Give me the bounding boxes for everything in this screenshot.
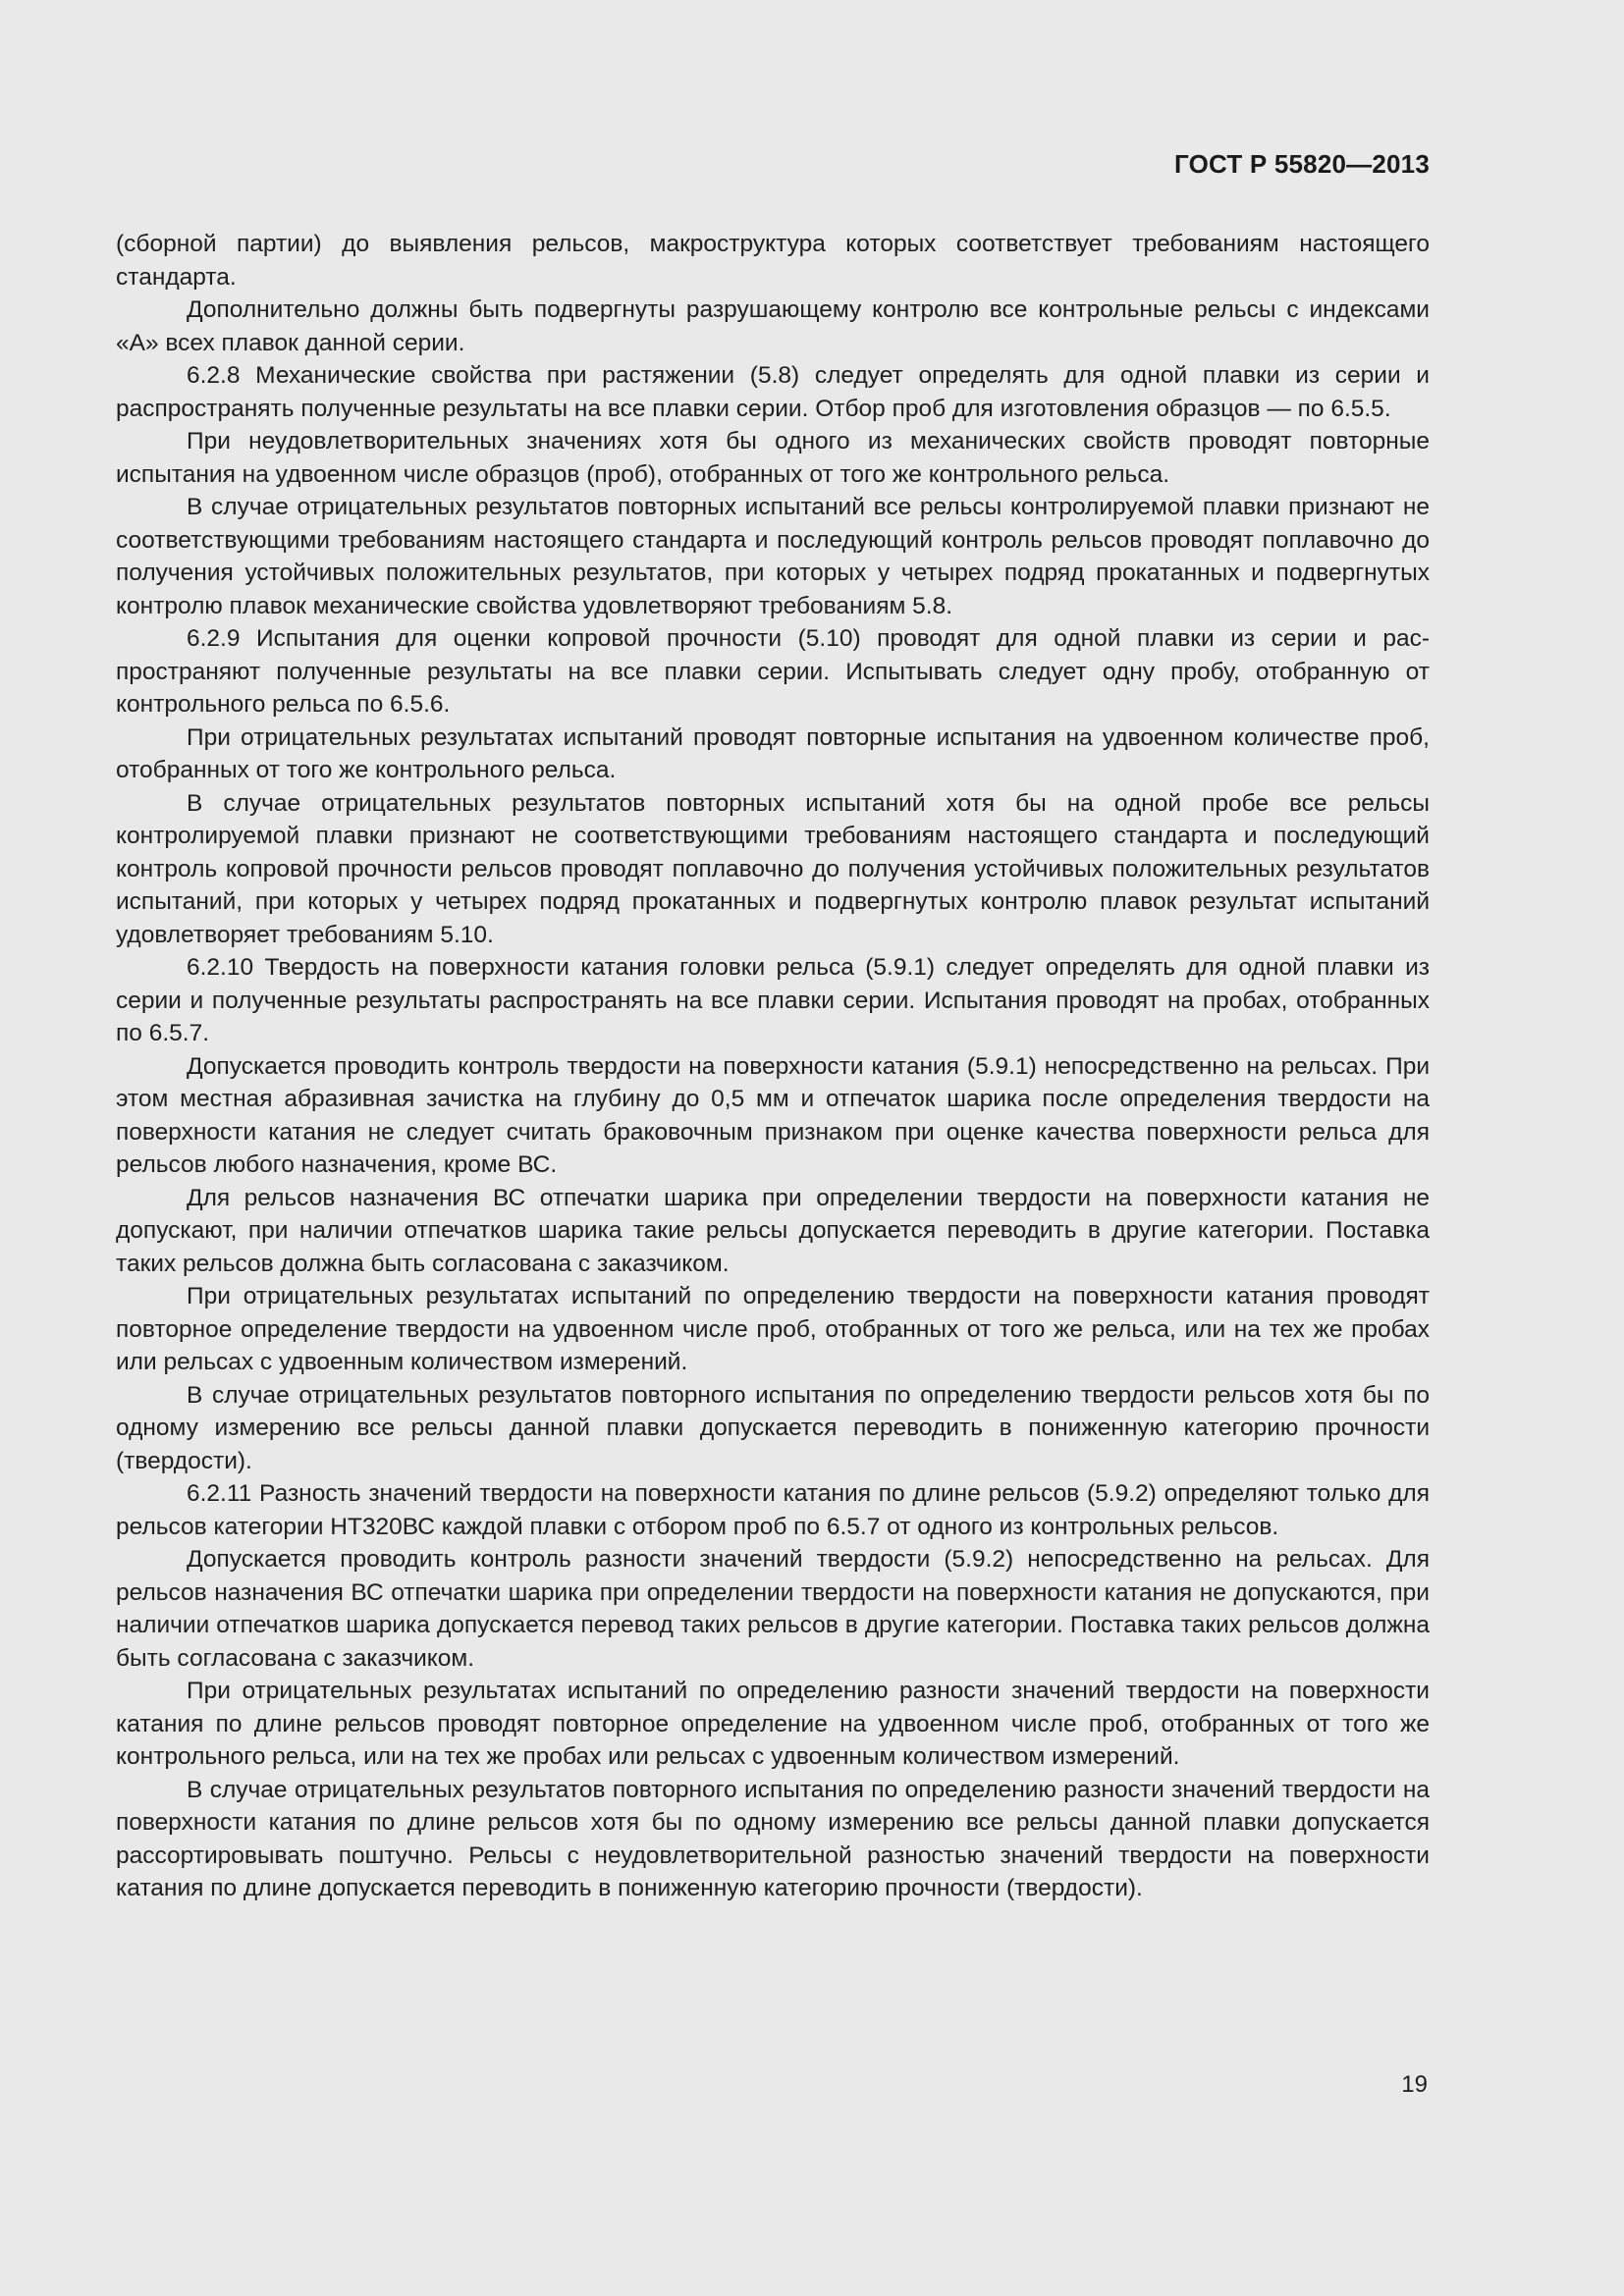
document-body (116, 228, 1430, 1905)
paragraph: При отрицательных результатах испытаний проводят повторные испытания на удвоенном количестве проб, отобранных от того же контрольного рельса. (116, 723, 1430, 783)
document-header: ГОСТ Р 55820—2013 (1174, 149, 1430, 179)
page-number: 19 (1401, 2071, 1428, 2098)
paragraph-6-2-10: 6.2.10 Твердость на поверхности катания головки рельса (5.9.1) следует определять для одной плавки из серии и полученные результаты распространять на все плавки серии. Испытания проводят на пробах, отобранных по 6.5.7. (116, 954, 1430, 1046)
paragraph-6-2-11: 6.2.11 Разность значений твердости на поверхности катания по длине рельсов (5.9.2) определяют только для рельсов категории НТ320ВС каждой плавки с отбором проб по 6.5.7 от одного из контрольных рельсов. (116, 1480, 1430, 1540)
paragraph: В случае отрицательных результатов повторных испытаний хотя бы на одной пробе все рельсы контролируемой плавки признают не соответствующими требованиям настоящего стандарта и последующий контроль копровой прочности рельсов проводят поплавочно до получения устойчивых положительных результатов испытаний, при которых у четырех подряд прокатанных и подвергнутых контролю плавок результат испытаний удовлетворяет требованиям 5.10. (116, 789, 1430, 948)
paragraph: Допускается проводить контроль твердости на поверхности катания (5.9.1) непосредственно на рельсах. При этом местная абразивная зачистка на глубину до 0,5 мм и отпечаток шарика после определения твердости на поверхности катания не следует считать браковочным признаком при оценке качества поверхности рельса для рельсов любого назначения, кроме ВС. (116, 1052, 1430, 1178)
paragraph: При отрицательных результатах испытаний по определению разности значений твердости на поверхности катания по длине рельсов проводят повторное определение на удвоенном числе проб, отобранных от того же контрольного рельса, или на тех же пробах или рельсах с удвоенным количеством измерений. (116, 1678, 1430, 1770)
paragraph: Допускается проводить контроль разности значений твердости (5.9.2) непосредственно на рельсах. Для рельсов назначения ВС отпечатки шарика при определении твердости на поверхности катания не допускаются, при наличии отпечатков шарика допускается перевод таких рельсов в другие категории. Поставка таких рельсов должна быть согласована с заказчиком. (116, 1546, 1430, 1672)
paragraph-continuation: (сборной партии) до выявления рельсов, макроструктура которых соответствует требованиям настоящего стандарта. (116, 231, 1430, 291)
paragraph-6-2-9: 6.2.9 Испытания для оценки копровой прочности (5.10) проводят для одной плавки из серии и распространяют полученные результаты на все плавки серии. Испытывать следует одну пробу, отобранную от контрольного рельса по 6.5.6. (116, 625, 1430, 718)
paragraph: В случае отрицательных результатов повторных испытаний все рельсы контролируемой плавки признают не соответствующими требованиям настоящего стандарта и последующий контроль рельсов проводят поплавочно до получения устойчивых положительных результатов, при которых у четырех подряд прокатанных и подвергнутых контролю плавок механические свойства удовлетворяют требованиям 5.8. (116, 494, 1430, 619)
paragraph-6-2-8: 6.2.8 Механические свойства при растяжении (5.8) следует определять для одной плавки из серии и распространять полученные результаты на все плавки серии. Отбор проб для изготовления образцов — по 6.5.5. (116, 362, 1430, 422)
paragraph: В случае отрицательных результатов повторного испытания по определению твердости рельсов хотя бы по одному измерению все рельсы данной плавки допускается переводить в пониженную категорию прочности (твердости). (116, 1381, 1430, 1474)
paragraph: Дополнительно должны быть подвергнуты разрушающему контролю все контрольные рельсы с индексами «А» всех плавок данной серии. (116, 296, 1430, 356)
paragraph: При отрицательных результатах испытаний по определению твердости на поверхности катания проводят повторное определение твердости на удвоенном числе проб, отобранных от того же рельса, или на тех же пробах или рельсах с удвоенным количеством измерений. (116, 1283, 1430, 1375)
paragraph: Для рельсов назначения ВС отпечатки шарика при определении твердости на поверхности катания не допускают, при наличии отпечатков шарика такие рельсы допускается переводить в другие категории. Поставка таких рельсов должна быть согласована с заказчиком. (116, 1184, 1430, 1277)
paragraph: При неудовлетворительных значениях хотя бы одного из механических свойств проводят повторные испытания на удвоенном числе образцов (проб), отобранных от того же контрольного рельса. (116, 428, 1430, 488)
paragraph: В случае отрицательных результатов повторного испытания по определению разности значений твердости на поверхности катания по длине рельсов хотя бы по одному измерению все рельсы данной плавки допускается рассортировывать поштучно. Рельсы с неудовлетворительной разностью значений твердости на поверхности катания по длине допускается переводить в пониженную категорию прочности (твердости). (116, 1776, 1430, 1901)
